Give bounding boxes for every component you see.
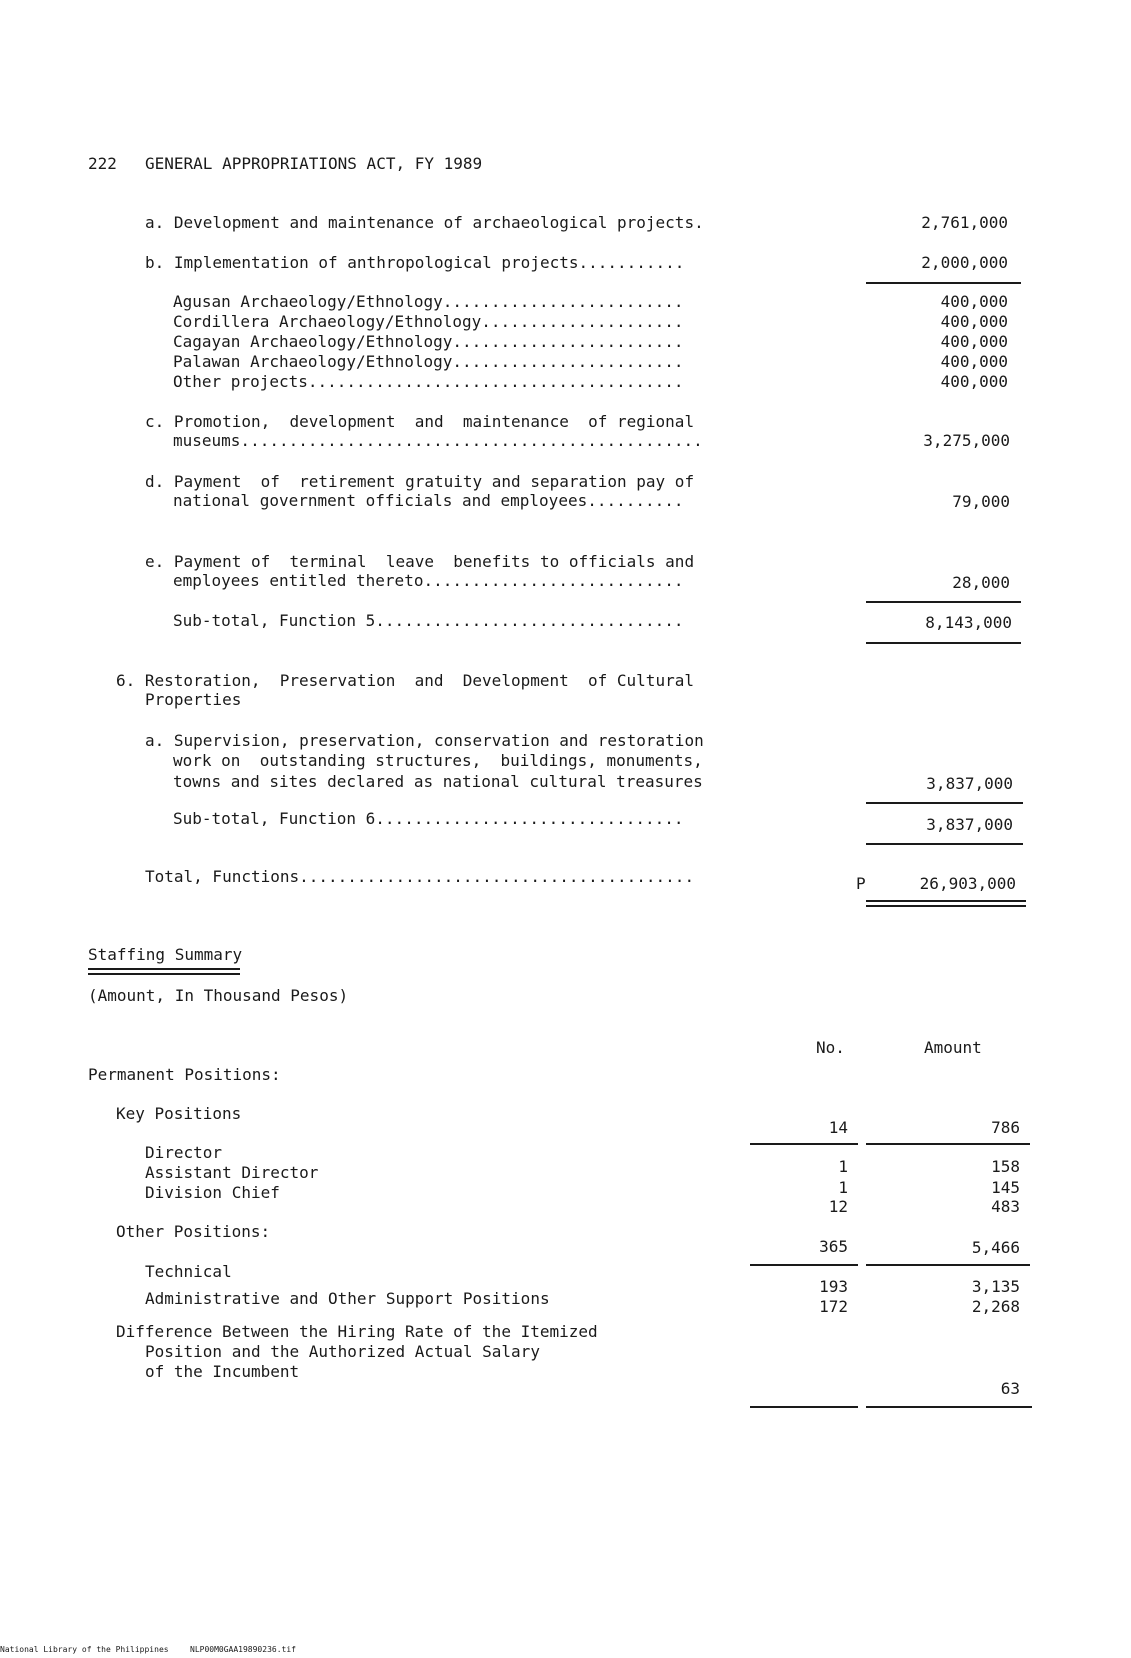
item-d-amount: 79,000 — [952, 492, 1010, 511]
item-b-amount: 2,000,000 — [921, 253, 1008, 272]
column-header-no: No. — [816, 1038, 845, 1057]
other-item-amount: 2,268 — [971, 1297, 1020, 1316]
item-c-line1: c. Promotion, development and maintenance of regional — [145, 412, 695, 431]
rule-difference-no — [750, 1406, 858, 1408]
b-item-label: Cagayan Archaeology/Ethnology........................ — [173, 332, 684, 351]
rule-key-no — [750, 1143, 858, 1145]
permanent-positions-label: Permanent Positions: — [88, 1065, 281, 1084]
rule-subtotal-6 — [866, 843, 1023, 845]
b-item-amount: 400,000 — [940, 352, 1008, 371]
item-6a-line2: work on outstanding structures, buildings, monuments, — [173, 751, 703, 770]
rule-e — [866, 601, 1021, 603]
function-6-heading: 6. Restoration, Preservation and Development of Cultural — [116, 671, 694, 690]
rule-b — [866, 282, 1021, 284]
total-label: Total, Functions......................................... — [145, 867, 695, 886]
other-item-no: 193 — [819, 1277, 848, 1296]
key-item-label: Division Chief — [145, 1183, 280, 1202]
item-a-label: a. Development and maintenance of archaeological projects. — [145, 213, 704, 232]
rule-other-no — [750, 1264, 858, 1266]
item-d-line2: national government officials and employees.......... — [173, 491, 684, 510]
rule-subtotal-5 — [866, 642, 1021, 644]
page-number: 222 — [88, 154, 117, 173]
key-item-no: 12 — [828, 1197, 848, 1216]
key-item-no: 1 — [838, 1178, 848, 1197]
key-item-no: 1 — [838, 1157, 848, 1176]
currency-symbol: P — [856, 874, 866, 893]
key-positions-label: Key Positions — [116, 1104, 242, 1123]
item-d-line1: d. Payment of retirement gratuity and separation pay of — [145, 472, 695, 491]
double-rule-total — [866, 900, 1026, 907]
difference-amount: 63 — [1000, 1379, 1020, 1398]
key-positions-amount: 786 — [991, 1118, 1020, 1137]
item-e-line2: employees entitled thereto........................... — [173, 571, 684, 590]
staffing-subtitle: (Amount, In Thousand Pesos) — [88, 986, 349, 1005]
subtotal-6-amount: 3,837,000 — [926, 815, 1013, 834]
item-6a-line3: towns and sites declared as national cultural treasures — [173, 772, 703, 791]
b-item-label: Other projects....................................... — [173, 372, 684, 391]
other-positions-label: Other Positions: — [116, 1222, 271, 1241]
footer-filename: NLP00M0GAA19890236.tif — [190, 1645, 296, 1654]
footer-source: National Library of the Philippines — [0, 1645, 169, 1654]
b-item-amount: 400,000 — [940, 312, 1008, 331]
other-item-label: Administrative and Other Support Positions — [145, 1289, 550, 1308]
item-6a-line1: a. Supervision, preservation, conservation and restoration — [145, 731, 704, 750]
difference-line2: Position and the Authorized Actual Salary — [145, 1342, 540, 1361]
b-item-amount: 400,000 — [940, 332, 1008, 351]
key-item-amount: 158 — [991, 1157, 1020, 1176]
other-positions-amount: 5,466 — [971, 1238, 1020, 1257]
item-e-amount: 28,000 — [952, 573, 1010, 592]
difference-line1: Difference Between the Hiring Rate of the Itemized — [116, 1322, 598, 1341]
item-6a-amount: 3,837,000 — [926, 774, 1013, 793]
key-item-label: Director — [145, 1143, 223, 1162]
other-item-label: Technical — [145, 1262, 232, 1281]
other-item-amount: 3,135 — [971, 1277, 1020, 1296]
item-e-line1: e. Payment of terminal leave benefits to officials and — [145, 552, 695, 571]
total-amount: 26,903,000 — [919, 874, 1016, 893]
key-item-amount: 483 — [991, 1197, 1020, 1216]
staffing-title: Staffing Summary — [88, 945, 243, 964]
other-item-no: 172 — [819, 1297, 848, 1316]
b-item-label: Palawan Archaeology/Ethnology........................ — [173, 352, 684, 371]
key-positions-no: 14 — [828, 1118, 848, 1137]
other-positions-no: 365 — [819, 1237, 848, 1256]
column-header-amount: Amount — [924, 1038, 982, 1057]
b-item-label: Cordillera Archaeology/Ethnology..................... — [173, 312, 684, 331]
rule-difference-amount — [866, 1406, 1032, 1408]
difference-line3: of the Incumbent — [145, 1362, 300, 1381]
b-item-amount: 400,000 — [940, 372, 1008, 391]
rule-key-amount — [866, 1143, 1030, 1145]
function-6-heading-cont: Properties — [145, 690, 242, 709]
item-a-amount: 2,761,000 — [921, 213, 1008, 232]
rule-other-amount — [866, 1264, 1030, 1266]
staffing-title-underline — [88, 968, 240, 975]
item-c-line2: museums................................................ — [173, 431, 703, 450]
key-item-label: Assistant Director — [145, 1163, 319, 1182]
subtotal-6-label: Sub-total, Function 6................................ — [173, 809, 684, 828]
item-c-amount: 3,275,000 — [923, 431, 1010, 450]
key-item-amount: 145 — [991, 1178, 1020, 1197]
b-item-amount: 400,000 — [940, 292, 1008, 311]
rule-6a — [866, 802, 1023, 804]
subtotal-5-amount: 8,143,000 — [925, 613, 1012, 632]
b-item-label: Agusan Archaeology/Ethnology......................... — [173, 292, 684, 311]
subtotal-5-label: Sub-total, Function 5................................ — [173, 611, 684, 630]
item-b-label: b. Implementation of anthropological projects........... — [145, 253, 685, 272]
page-title: GENERAL APPROPRIATIONS ACT, FY 1989 — [145, 154, 483, 173]
